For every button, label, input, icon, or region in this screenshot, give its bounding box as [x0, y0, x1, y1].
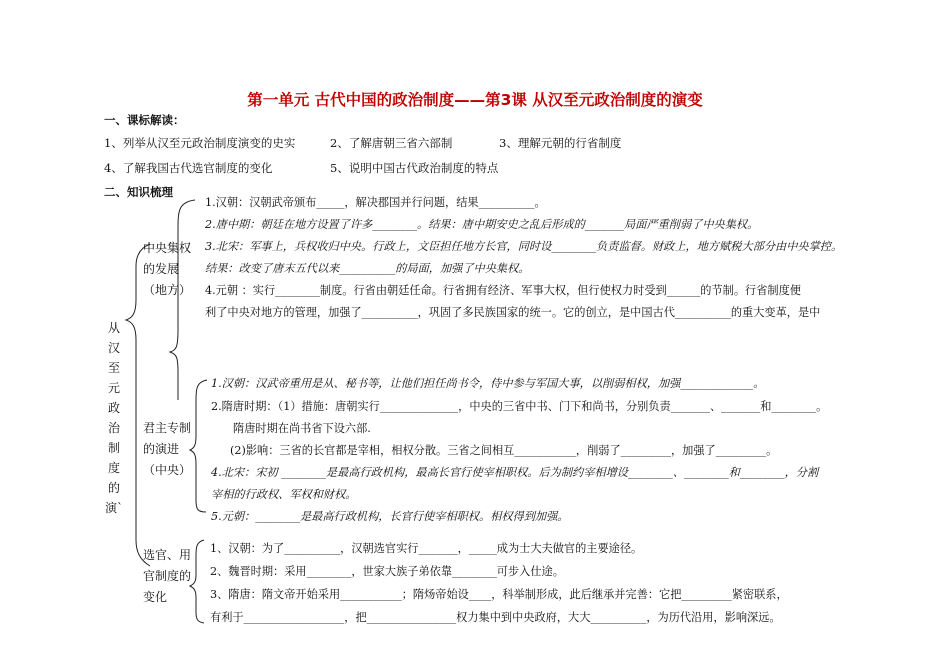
branch2-line-5: 4.北宋：宋初 ________是最高行政机构，最高长官行使宰相职权。后为制约宰相增设________、________和________，分割: [211, 466, 819, 479]
branch-label-autocracy: 君主专制的演进（中央）: [143, 421, 192, 477]
branch3-line-3: 3、隋唐：隋文帝开始采用___________；隋炀帝始设____，科举制形成，此后继承并完善：它把_________紧密联系，: [210, 588, 788, 601]
branch3-line-4: 有利于__________________，把________________权力集中到中央政府，大大__________，为历代沿用，影响深远。: [210, 611, 781, 624]
branch1-line-4: 结果：改变了唐末五代以来__________的局面，加强了中央集权。: [205, 262, 530, 275]
branch2-line-3: 隋唐时期在尚书省下设六部.: [233, 422, 371, 435]
branch-label-selection: 选官、用官制度的变化: [143, 548, 192, 604]
standard-item-3: 3、理解元朝的行省制度: [499, 136, 622, 150]
branch1-line-3: 3.北宋：军事上，兵权收归中央。行政上，文臣担任地方长官，同时设________负责监督。财政上，地方赋税大部分由中央掌控。: [205, 240, 843, 253]
main-topic-label: 从汉至元政治制度的演`: [104, 321, 123, 515]
branch1-line-1: 1.汉朝：汉朝武帝颁布_____，解决郡国并行问题，结果__________。: [205, 196, 546, 209]
standard-item-2: 2、了解唐朝三省六部制: [330, 136, 453, 150]
branch3-line-2: 2、魏晋时期：采用________，世家大族子弟依靠________可步入仕途。: [210, 565, 564, 578]
branch2-line-1: 1.汉朝：汉武帝重用是从、秘书等，让他们担任尚书令，侍中参与军国大事，以削弱相权，加强_____________。: [211, 377, 765, 390]
branch-label-centralization: 中央集权的发展（地方）: [143, 241, 192, 297]
branch3-line-1: 1、汉朝：为了__________，汉朝选官实行_______，_____成为士大夫做官的主要途径。: [210, 542, 643, 555]
section-heading-standards: 一、课标解读：: [104, 113, 185, 127]
page-title: 第一单元 古代中国的政治制度——第3课 从汉至元政治制度的演变: [247, 91, 703, 109]
branch2-line-7: 5.元朝：________是最高行政机构，长官行使宰相职权。相权得到加强。: [211, 510, 569, 523]
standard-item-1: 1、列举从汉至元政治制度演变的史实: [104, 136, 296, 150]
branch1-line-2: 2.唐中期：朝廷在地方设置了许多________。结果：唐中期安史之乱后形成的_______局面严重削弱了中央集权。: [205, 218, 759, 231]
standard-item-4: 4、了解我国古代选官制度的变化: [104, 161, 273, 175]
section-heading-knowledge: 二、知识梳理: [104, 185, 173, 199]
branch1-line-6: 利了中央对地方的管理，加强了__________，巩固了多民族国家的统一。它的创立，是中国古代__________的重大变革，是中: [205, 306, 821, 319]
standard-item-5: 5、说明中国古代政治制度的特点: [330, 161, 499, 175]
branch2-line-4: (2)影响：三省的长官都是宰相，相权分散。三省之间相互___________，削弱了_________，加强了_________。: [230, 444, 778, 457]
branch2-line-2: 2.隋唐时期：（1）措施：唐朝实行______________，中央的三省中书、门下和尚书，分别负责_______、_______和________。: [211, 400, 828, 413]
branch2-line-6: 宰相的行政权、军权和财权。: [211, 488, 357, 501]
branch1-line-5: 4.元朝 ：实行________制度。行省由朝廷任命。行省拥有经济、军事大权，但行使权力时受到______的节制。行省制度便: [205, 284, 801, 297]
